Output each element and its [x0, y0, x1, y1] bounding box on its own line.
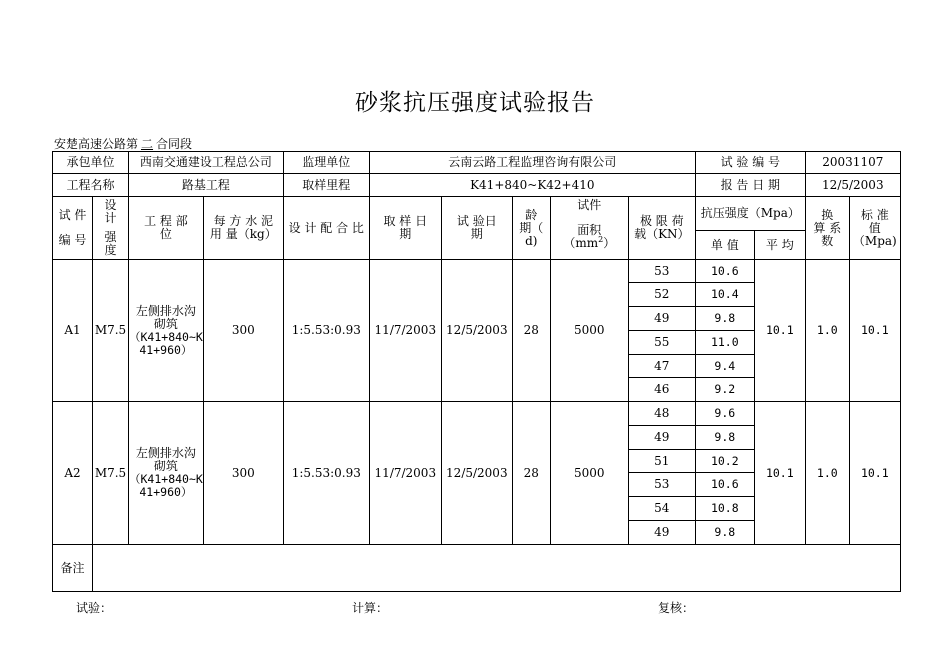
location-line: 砌筑 — [153, 459, 178, 473]
footer-test: 试验： — [76, 601, 113, 615]
load-value: 52 — [628, 283, 695, 307]
col-age-line3: d) — [525, 233, 538, 248]
col-load-line2: 载（KN） — [634, 227, 690, 241]
specimen-grade: M7.5 — [93, 402, 129, 545]
specimen-cement: 300 — [203, 260, 283, 402]
specimen-factor: 1.0 — [805, 402, 849, 545]
contract-number: 二 — [141, 137, 154, 151]
test-no-value: 20031107 — [805, 152, 900, 174]
col-standard-line2: 值 — [868, 220, 881, 235]
col-design-strength-line1: 设 — [104, 198, 117, 212]
col-load — [628, 197, 695, 260]
col-test-date — [441, 197, 512, 260]
load-value: 54 — [628, 497, 695, 521]
col-standard — [849, 197, 900, 260]
col-location — [129, 197, 204, 260]
col-strength: 抗压强度（Mpa） — [695, 197, 805, 231]
specimen-ratio: 1:5.53:0.93 — [283, 260, 369, 402]
col-standard-line3: （Mpa) — [852, 233, 897, 248]
col-design-strength-line3: 强 — [104, 230, 117, 244]
report-date-value: 12/5/2003 — [805, 174, 900, 197]
contractor-value: 西南交通建设工程总公司 — [129, 152, 284, 174]
col-factor-line1: 换 — [821, 207, 834, 222]
load-value: 47 — [628, 355, 695, 378]
col-design-strength-line2: 计 — [104, 211, 117, 225]
report-table — [52, 151, 901, 592]
location-line: （K41+840~K — [129, 472, 203, 486]
report-title: 砂浆抗压强度试验报告 — [355, 90, 595, 116]
supervisor-value: 云南云路工程监理咨询有限公司 — [369, 152, 695, 174]
col-specimen-no — [53, 197, 93, 260]
single-value: 9.4 — [695, 355, 754, 378]
location-line: 砌筑 — [153, 316, 178, 331]
project-value: 路基工程 — [129, 174, 284, 197]
specimen-id: A1 — [53, 260, 93, 402]
col-factor — [805, 197, 849, 260]
col-sampling-date-line2: 期 — [399, 227, 412, 241]
col-load-line1: 极 限 荷 — [639, 214, 684, 228]
col-design-strength — [93, 197, 129, 260]
specimen-id: A2 — [53, 402, 93, 545]
col-age-line1: 龄 — [525, 207, 538, 222]
load-value: 49 — [628, 521, 695, 545]
col-area — [550, 197, 628, 260]
specimen-standard: 10.1 — [849, 260, 900, 402]
col-average: 平 均 — [754, 231, 805, 260]
single-value: 9.8 — [695, 307, 754, 331]
col-age — [512, 197, 550, 260]
specimen-standard: 10.1 — [849, 402, 900, 545]
single-value: 9.2 — [695, 378, 754, 402]
specimen-average: 10.1 — [754, 260, 805, 402]
single-value: 10.4 — [695, 283, 754, 307]
col-single: 单 值 — [695, 231, 754, 260]
specimen-test-date: 12/5/2003 — [441, 402, 512, 545]
contract-prefix: 安楚高速公路第 — [54, 137, 139, 151]
col-age-line2: 期（ — [519, 220, 544, 235]
specimen-cement: 300 — [203, 402, 283, 545]
load-value: 53 — [628, 260, 695, 283]
single-value: 9.6 — [695, 402, 754, 426]
station-label: 取样里程 — [283, 174, 369, 197]
specimen-location — [129, 260, 204, 402]
single-value: 9.8 — [695, 426, 754, 450]
col-specimen-no-line1: 试 件 — [58, 208, 87, 222]
single-value: 11.0 — [695, 331, 754, 355]
col-sampling-date-line1: 取 样 日 — [383, 214, 428, 228]
specimen-age: 28 — [512, 402, 550, 545]
col-sampling-date — [369, 197, 441, 260]
col-area-line2: 面积 — [577, 223, 602, 237]
col-location-line2: 位 — [159, 227, 172, 241]
load-value: 49 — [628, 307, 695, 331]
col-factor-line2: 算 系 — [813, 220, 842, 235]
col-location-line1: 工 程 部 — [144, 214, 188, 228]
project-label: 工程名称 — [53, 174, 129, 197]
report-date-label: 报 告 日 期 — [695, 174, 805, 197]
specimen-area: 5000 — [550, 260, 628, 402]
col-test-date-line2: 期 — [470, 227, 483, 241]
specimen-average: 10.1 — [754, 402, 805, 545]
load-value: 49 — [628, 426, 695, 450]
col-area-line1: 试件 — [577, 198, 602, 212]
single-value: 9.8 — [695, 521, 754, 545]
location-line: 41+960） — [139, 342, 193, 357]
footer-calc: 计算： — [352, 601, 389, 615]
specimen-location — [129, 402, 204, 545]
specimen-sample-date: 11/7/2003 — [369, 260, 441, 402]
specimen-ratio: 1:5.53:0.93 — [283, 402, 369, 545]
location-line: 左侧排水沟 — [135, 446, 196, 460]
footer-review: 复核： — [658, 601, 695, 615]
contractor-label: 承包单位 — [53, 152, 129, 174]
col-cement-line1: 每 方 水 泥 — [213, 214, 274, 228]
supervisor-label: 监理单位 — [283, 152, 369, 174]
load-value: 46 — [628, 378, 695, 402]
load-value: 53 — [628, 473, 695, 497]
col-area-line3: $(mm^2)$ — [563, 235, 616, 250]
load-value: 51 — [628, 450, 695, 473]
specimen-sample-date: 11/7/2003 — [369, 402, 441, 545]
single-value: 10.8 — [695, 497, 754, 521]
table-row — [53, 260, 901, 283]
contract-section — [54, 135, 192, 152]
location-line: 41+960） — [139, 485, 193, 499]
remarks-label: 备注 — [53, 545, 93, 592]
col-mix-ratio: 设 计 配 合 比 — [283, 197, 369, 260]
specimen-test-date: 12/5/2003 — [441, 260, 512, 402]
col-standard-line1: 标 准 — [860, 207, 889, 222]
specimen-factor: 1.0 — [805, 260, 849, 402]
specimen-grade: M7.5 — [93, 260, 129, 402]
contract-suffix: 合同段 — [156, 137, 193, 151]
remarks-field[interactable] — [93, 545, 901, 592]
single-value: 10.6 — [695, 473, 754, 497]
col-cement — [203, 197, 283, 260]
test-no-label: 试 验 编 号 — [695, 152, 805, 174]
location-line: 左侧排水沟 — [135, 303, 196, 318]
specimen-area: 5000 — [550, 402, 628, 545]
col-factor-line3: 数 — [821, 233, 834, 248]
col-design-strength-line4: 度 — [104, 243, 117, 257]
col-test-date-line1: 试 验日 — [456, 214, 497, 228]
station-value: K41+840~K42+410 — [369, 174, 695, 197]
single-value: 10.2 — [695, 450, 754, 473]
specimen-age: 28 — [512, 260, 550, 402]
table-row — [53, 402, 901, 426]
col-cement-line2: 用 量（kg） — [209, 227, 277, 241]
load-value: 55 — [628, 331, 695, 355]
location-line: （K41+840~K — [129, 329, 203, 344]
col-specimen-no-line2: 编 号 — [58, 233, 87, 247]
single-value: 10.6 — [695, 260, 754, 283]
load-value: 48 — [628, 402, 695, 426]
